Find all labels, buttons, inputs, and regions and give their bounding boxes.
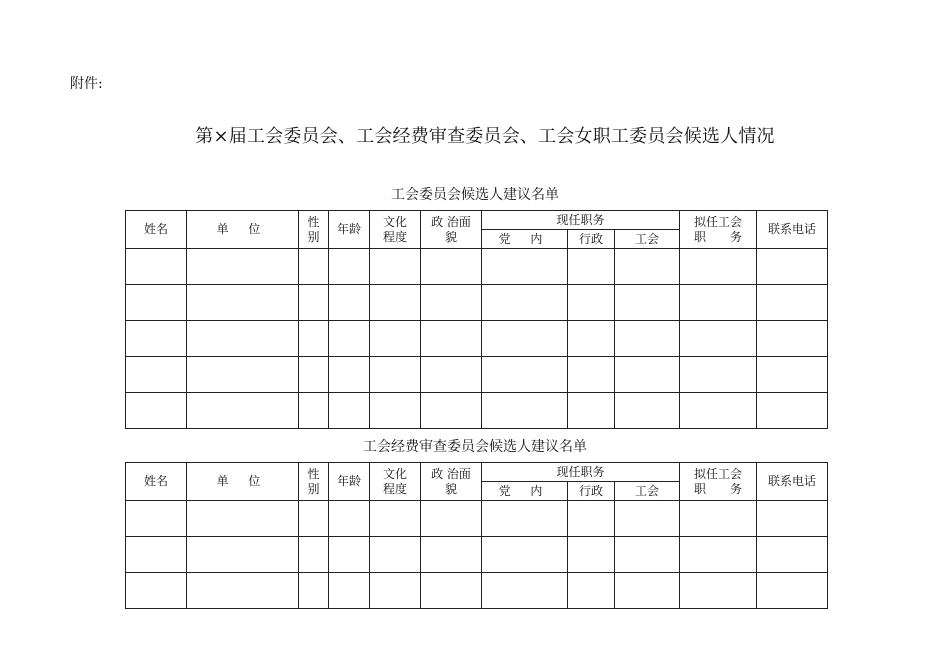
header-education-text: 文化 [382, 214, 407, 229]
table-cell[interactable] [329, 321, 370, 357]
header-phone-text: 联系电话 [767, 222, 816, 236]
header-political-status-text: 貌 [444, 481, 457, 496]
table-cell[interactable] [370, 501, 421, 537]
table-cell[interactable] [680, 501, 757, 537]
table-cell[interactable] [329, 249, 370, 285]
table-cell[interactable] [680, 249, 757, 285]
candidate-table-1 [125, 210, 828, 429]
table-2-title: 工会经费审查委员会候选人建议名单 [363, 439, 587, 455]
table-row [126, 357, 828, 393]
table-cell[interactable] [299, 537, 329, 573]
table-cell[interactable] [421, 573, 482, 609]
table-cell[interactable] [615, 573, 680, 609]
header-party-post-text: 党 内 [498, 483, 551, 498]
header-proposed-post-text: 拟任工会 [693, 214, 742, 229]
table-cell[interactable] [615, 249, 680, 285]
header-phone-text: 联系电话 [767, 474, 816, 488]
table-cell[interactable] [568, 285, 615, 321]
table-cell[interactable] [126, 537, 187, 573]
table-cell[interactable] [568, 321, 615, 357]
header-phone [757, 211, 828, 249]
header-current-posts [482, 211, 680, 230]
table-cell[interactable] [615, 285, 680, 321]
table-cell[interactable] [757, 321, 828, 357]
header-row [126, 463, 828, 482]
table-cell[interactable] [680, 357, 757, 393]
table-row [126, 573, 828, 609]
table-cell[interactable] [568, 537, 615, 573]
table-cell[interactable] [299, 357, 329, 393]
table-cell[interactable] [187, 249, 299, 285]
table-row [126, 321, 828, 357]
header-union-post [615, 482, 680, 501]
header-political-status [421, 463, 482, 501]
table-cell[interactable] [482, 573, 568, 609]
header-gender-text: 性 [307, 214, 320, 229]
header-union-post-text: 工会 [634, 231, 659, 246]
header-unit [187, 463, 299, 501]
table-cell[interactable] [568, 573, 615, 609]
table-cell[interactable] [187, 357, 299, 393]
table-cell[interactable] [370, 537, 421, 573]
table-cell[interactable] [680, 573, 757, 609]
header-proposed-post-text: 拟任工会 [693, 466, 742, 481]
table-cell[interactable] [126, 393, 187, 429]
header-current-posts-text: 现任职务 [556, 212, 605, 227]
header-unit [187, 211, 299, 249]
table-cell[interactable] [187, 537, 299, 573]
table-cell[interactable] [126, 501, 187, 537]
header-admin-post-text: 行政 [578, 231, 603, 246]
table-cell[interactable] [126, 249, 187, 285]
table-cell[interactable] [680, 393, 757, 429]
header-unit-text: 单 位 [216, 474, 269, 488]
table-cell[interactable] [568, 393, 615, 429]
table-cell[interactable] [680, 285, 757, 321]
table-cell[interactable] [482, 285, 568, 321]
table-cell[interactable] [329, 285, 370, 321]
table-row [126, 285, 828, 321]
table-cell[interactable] [370, 285, 421, 321]
header-proposed-post-text: 职 务 [693, 481, 742, 496]
header-gender [299, 463, 329, 501]
header-proposed-post [680, 211, 757, 249]
table-cell[interactable] [329, 501, 370, 537]
header-gender [299, 211, 329, 249]
table-cell[interactable] [757, 501, 828, 537]
table-cell[interactable] [615, 321, 680, 357]
candidate-table-2 [125, 462, 828, 609]
header-education [370, 211, 421, 249]
table-cell[interactable] [187, 321, 299, 357]
header-name-text: 姓名 [143, 474, 168, 488]
table-cell[interactable] [615, 501, 680, 537]
table-cell[interactable] [757, 537, 828, 573]
table-cell[interactable] [187, 393, 299, 429]
header-political-status-text: 貌 [444, 229, 457, 244]
table-cell[interactable] [370, 249, 421, 285]
table-cell[interactable] [421, 393, 482, 429]
table-cell[interactable] [482, 537, 568, 573]
header-age-text: 年龄 [336, 474, 361, 488]
table-cell[interactable] [126, 321, 187, 357]
table-cell[interactable] [299, 393, 329, 429]
header-union-post [615, 230, 680, 249]
header-gender-text: 别 [307, 481, 320, 496]
table-cell[interactable] [370, 393, 421, 429]
header-unit-text: 单 位 [216, 222, 269, 236]
table-cell[interactable] [421, 501, 482, 537]
table-cell[interactable] [680, 537, 757, 573]
table-cell[interactable] [329, 357, 370, 393]
header-political-status-text: 政 治面 [431, 466, 471, 481]
header-party-post [482, 230, 568, 249]
table-cell[interactable] [187, 501, 299, 537]
table-cell[interactable] [482, 321, 568, 357]
table-cell[interactable] [421, 537, 482, 573]
table-cell[interactable] [615, 357, 680, 393]
table-cell[interactable] [421, 321, 482, 357]
table-cell[interactable] [329, 393, 370, 429]
table-cell[interactable] [421, 249, 482, 285]
header-education [370, 463, 421, 501]
table-cell[interactable] [757, 357, 828, 393]
table-cell[interactable] [299, 573, 329, 609]
page-title: 第×届工会委员会、工会经费审查委员会、工会女职工委员会候选人情况 [195, 126, 775, 147]
header-age-text: 年龄 [336, 222, 361, 236]
table-cell[interactable] [482, 357, 568, 393]
table-cell[interactable] [187, 285, 299, 321]
table-cell[interactable] [421, 285, 482, 321]
header-education-text: 程度 [382, 229, 407, 244]
table-cell[interactable] [187, 573, 299, 609]
table-cell[interactable] [329, 573, 370, 609]
table-cell[interactable] [299, 321, 329, 357]
header-name-text: 姓名 [143, 222, 168, 236]
header-gender-text: 别 [307, 229, 320, 244]
table-cell[interactable] [757, 285, 828, 321]
table-cell[interactable] [126, 573, 187, 609]
table-cell[interactable] [370, 573, 421, 609]
header-current-posts-text: 现任职务 [556, 464, 605, 479]
table-cell[interactable] [299, 501, 329, 537]
header-political-status-text: 政 治面 [431, 214, 471, 229]
header-proposed-post [680, 463, 757, 501]
table-cell[interactable] [421, 357, 482, 393]
table-cell[interactable] [680, 321, 757, 357]
table-row [126, 249, 828, 285]
header-row [126, 211, 828, 230]
header-party-post [482, 482, 568, 501]
table-cell[interactable] [329, 537, 370, 573]
table-cell[interactable] [615, 393, 680, 429]
header-current-posts [482, 463, 680, 482]
header-education-text: 程度 [382, 481, 407, 496]
table-cell[interactable] [482, 249, 568, 285]
header-union-post-text: 工会 [634, 483, 659, 498]
header-age [329, 463, 370, 501]
table-cell[interactable] [568, 501, 615, 537]
table-cell[interactable] [482, 393, 568, 429]
header-age [329, 211, 370, 249]
header-phone [757, 463, 828, 501]
table-cell[interactable] [757, 393, 828, 429]
table-cell[interactable] [126, 285, 187, 321]
table-cell[interactable] [370, 357, 421, 393]
table-cell[interactable] [757, 573, 828, 609]
header-gender-text: 性 [307, 466, 320, 481]
table-cell[interactable] [757, 249, 828, 285]
table-1-title: 工会委员会候选人建议名单 [391, 187, 559, 203]
header-education-text: 文化 [382, 466, 407, 481]
table-cell[interactable] [126, 357, 187, 393]
header-admin-post [568, 230, 615, 249]
header-name [126, 463, 187, 501]
table-cell[interactable] [568, 249, 615, 285]
header-proposed-post-text: 职 务 [693, 229, 742, 244]
table-cell[interactable] [370, 321, 421, 357]
table-cell[interactable] [299, 249, 329, 285]
table-cell[interactable] [568, 357, 615, 393]
header-political-status [421, 211, 482, 249]
table-row [126, 393, 828, 429]
header-admin-post-text: 行政 [578, 483, 603, 498]
table-row [126, 537, 828, 573]
table-cell[interactable] [299, 285, 329, 321]
attachment-label: 附件: [70, 76, 103, 92]
table-cell[interactable] [615, 537, 680, 573]
header-party-post-text: 党 内 [498, 231, 551, 246]
table-cell[interactable] [482, 501, 568, 537]
header-name [126, 211, 187, 249]
header-admin-post [568, 482, 615, 501]
table-row [126, 501, 828, 537]
